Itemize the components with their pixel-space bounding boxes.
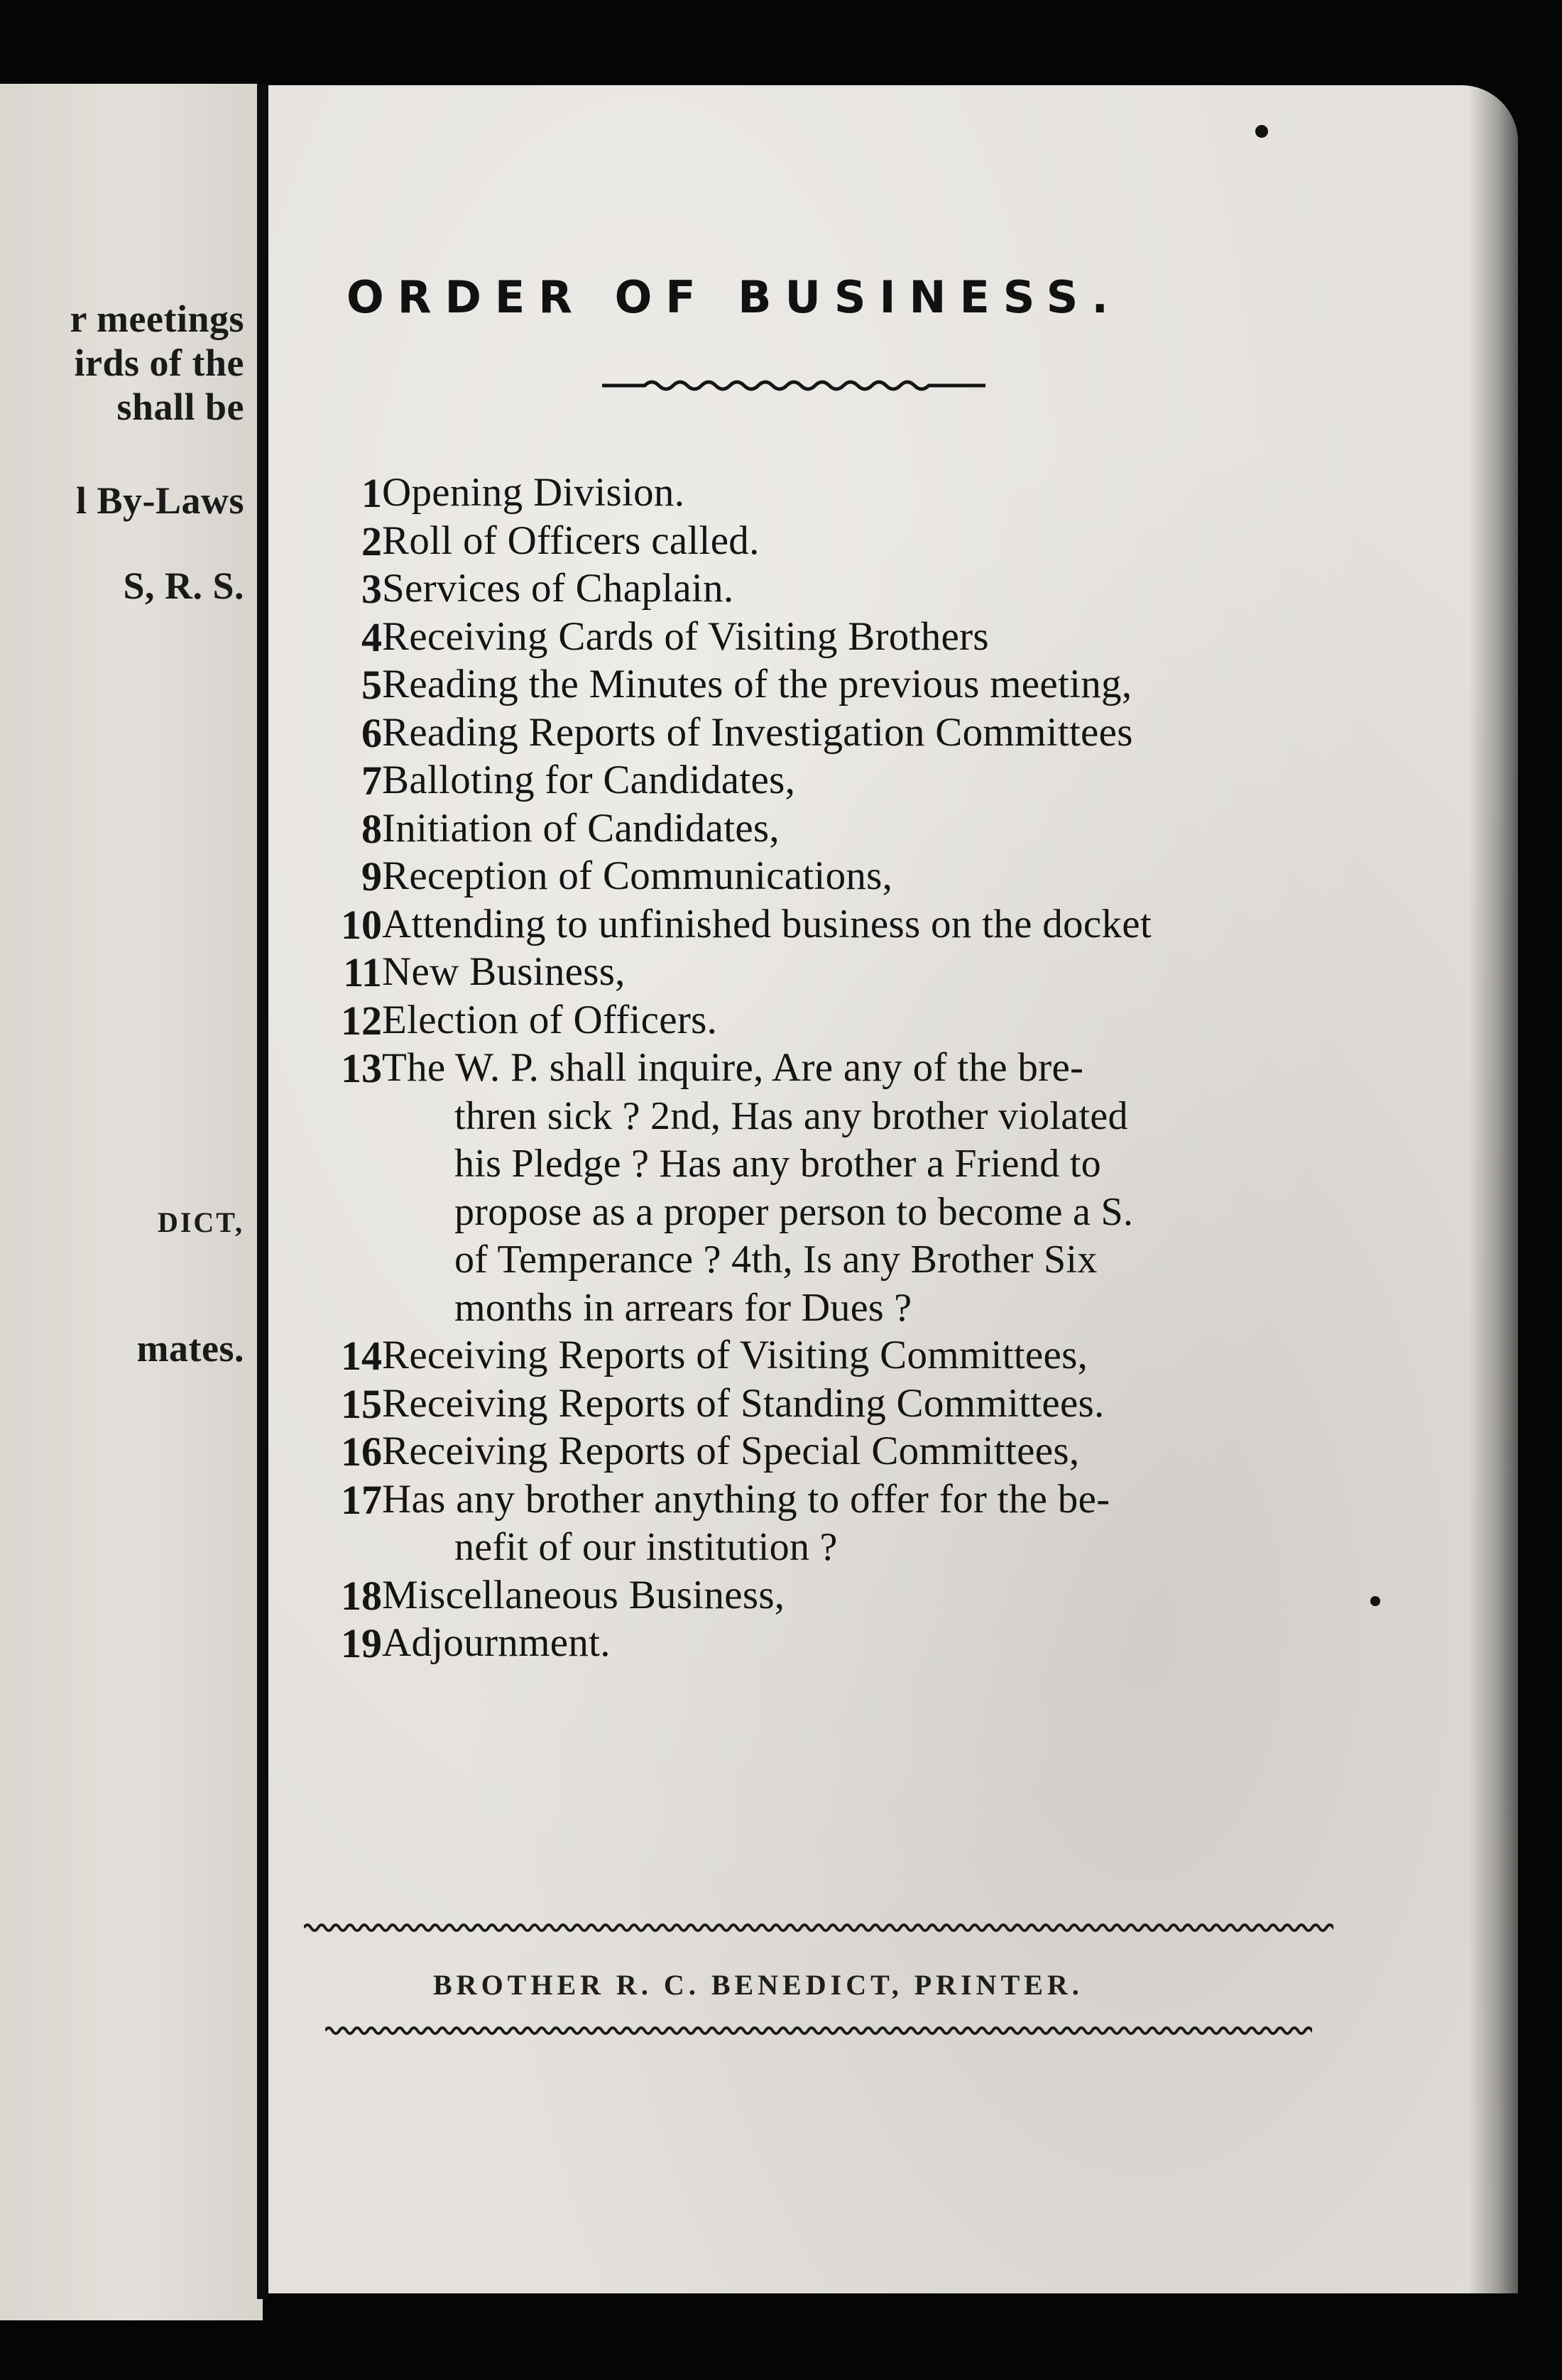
business-item bbox=[268, 1380, 1475, 1428]
ink-speck bbox=[1255, 125, 1268, 138]
item-number: 14 bbox=[341, 1333, 382, 1379]
page-title: ORDER OF BUSINESS. bbox=[346, 271, 1122, 323]
item-text-continuation: months in arrears for Dues ? bbox=[454, 1285, 912, 1330]
left-facing-page bbox=[0, 84, 263, 2320]
item-text: Attending to unfinished business on the docket bbox=[382, 901, 1152, 946]
business-item bbox=[268, 804, 1475, 853]
business-item bbox=[268, 564, 1475, 613]
item-text: Initiation of Candidates, bbox=[382, 805, 780, 851]
business-item bbox=[268, 709, 1475, 757]
business-item bbox=[268, 1619, 1475, 1667]
item-text-continuation: nefit of our institution ? bbox=[454, 1525, 838, 1569]
item-text: Receiving Reports of Special Committees, bbox=[382, 1429, 1080, 1473]
item-number: 4 bbox=[361, 613, 382, 660]
business-item bbox=[268, 996, 1475, 1044]
item-text: Reading the Minutes of the previous meeting, bbox=[382, 662, 1132, 706]
item-number: 2 bbox=[361, 518, 382, 564]
business-item bbox=[268, 1044, 1475, 1331]
business-item bbox=[268, 900, 1475, 949]
business-item bbox=[268, 1475, 1475, 1571]
order-of-business-page bbox=[268, 85, 1518, 2293]
item-number: 10 bbox=[341, 901, 382, 948]
left-page-fragment: DICT, bbox=[157, 1206, 244, 1238]
item-number: 11 bbox=[343, 949, 382, 995]
printer-credit: BROTHER R. C. BENEDICT, PRINTER. bbox=[433, 1969, 1083, 2001]
business-item bbox=[268, 948, 1475, 996]
item-text: Has any brother anything to offer for the be- bbox=[382, 1476, 1110, 1522]
footer-rule-top bbox=[304, 1914, 1333, 1942]
left-page-fragment: irds of the bbox=[74, 342, 244, 384]
business-list bbox=[268, 85, 1518, 2293]
item-text-continuation: propose as a proper person to become a S. bbox=[454, 1189, 1134, 1234]
business-item bbox=[268, 469, 1475, 517]
footer-rule-bottom bbox=[325, 2016, 1312, 2045]
item-number: 15 bbox=[341, 1380, 382, 1427]
item-text: New Business, bbox=[382, 949, 626, 994]
item-text: Election of Officers. bbox=[382, 997, 718, 1042]
business-item bbox=[268, 1427, 1475, 1475]
item-number: 1 bbox=[361, 470, 382, 516]
item-text: Opening Division. bbox=[382, 470, 685, 515]
business-item bbox=[268, 852, 1475, 900]
item-text: Balloting for Candidates, bbox=[382, 758, 796, 802]
left-page-fragment: l By-Laws bbox=[75, 479, 244, 522]
left-page-fragment: S, R. S. bbox=[123, 564, 244, 607]
business-item bbox=[268, 1331, 1475, 1380]
business-item bbox=[268, 613, 1475, 661]
item-text: Adjournment. bbox=[382, 1620, 611, 1665]
item-text-continuation: his Pledge ? Has any brother a Friend to bbox=[454, 1142, 1101, 1186]
item-number: 9 bbox=[361, 853, 382, 900]
item-number: 7 bbox=[361, 758, 382, 804]
item-number: 5 bbox=[361, 662, 382, 708]
item-number: 8 bbox=[361, 805, 382, 852]
item-text: Receiving Cards of Visiting Brothers bbox=[382, 613, 989, 659]
item-number: 16 bbox=[341, 1429, 382, 1475]
item-text: Miscellaneous Business, bbox=[382, 1572, 785, 1617]
item-text: Roll of Officers called. bbox=[382, 518, 760, 563]
item-number: 19 bbox=[341, 1620, 382, 1666]
item-text: Reading Reports of Investigation Committees bbox=[382, 709, 1133, 755]
business-item bbox=[268, 1571, 1475, 1620]
item-number: 12 bbox=[341, 997, 382, 1044]
item-number: 13 bbox=[341, 1045, 382, 1091]
left-page-fragment: mates. bbox=[136, 1327, 244, 1370]
item-number: 18 bbox=[341, 1572, 382, 1619]
item-text: Receiving Reports of Visiting Committees, bbox=[382, 1333, 1088, 1377]
left-page-fragment: shall be bbox=[116, 386, 244, 428]
item-text: Reception of Communications, bbox=[382, 853, 893, 898]
business-item bbox=[268, 517, 1475, 565]
item-text: Receiving Reports of Standing Committees. bbox=[382, 1380, 1105, 1426]
item-text: The W. P. shall inquire, Are any of the bre- bbox=[382, 1045, 1084, 1090]
item-number: 3 bbox=[361, 566, 382, 612]
item-text-continuation: thren sick ? 2nd, Has any brother violated bbox=[454, 1093, 1128, 1138]
item-text-continuation: of Temperance ? 4th, Is any Brother Six bbox=[454, 1238, 1098, 1282]
item-number: 17 bbox=[341, 1476, 382, 1523]
book-gutter bbox=[257, 84, 268, 2299]
item-text: Services of Chaplain. bbox=[382, 566, 734, 611]
ink-speck bbox=[1370, 1596, 1380, 1606]
left-page-fragment: r meetings bbox=[70, 298, 244, 340]
business-item bbox=[268, 660, 1475, 709]
business-item bbox=[268, 756, 1475, 804]
item-number: 6 bbox=[361, 709, 382, 756]
